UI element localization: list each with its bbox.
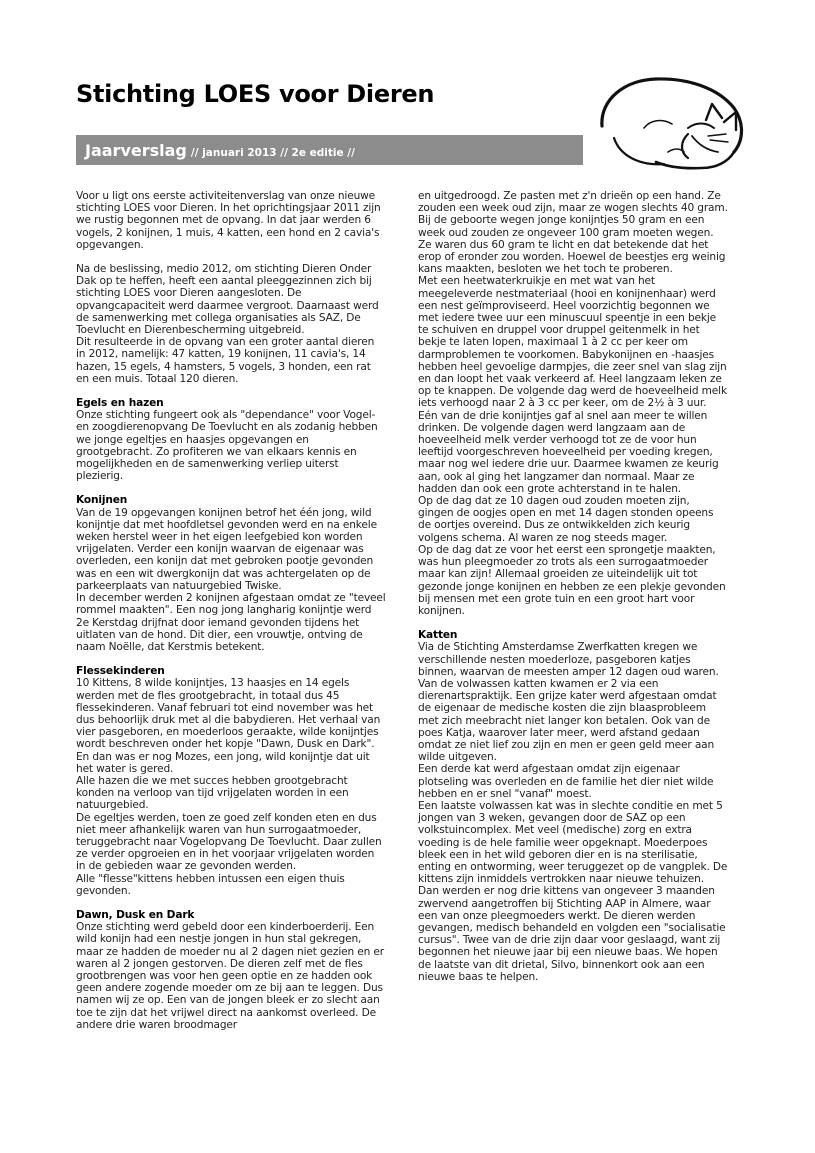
section-heading-egels: Egels en hazen — [76, 397, 164, 410]
section-paragraph: Alle hazen die we met succes hebben grootgebracht konden na verloop van tijd vrijgelaten worden in een natuurgebied. — [76, 774, 349, 812]
section-paragraph: Met een heetwaterkruikje en met wat van het meegeleverde nestmateriaal (hooi en konijnenhaar) werd een nest geïmproviseerd. Heel voorzichtig begonnen we met iedere twee uur een minuscuul speentje in een bekje te schuiven en druppel voor druppel geitenmelk in het bekje te laten lopen, maximaal 1 à 2 cc per keer om darmproblemen te voorkomen. Babykonijnen en -haasjes hebben heel gevoelige darmpjes, die zeer snel van slag zijn en dan loopt het vaak verkeerd af. Heel langzaam leken ze op te knappen. De volgende dag werd de hoeveelheid melk iets verhoogd naar 2 à 3 cc per keer, om de 2½ à 3 uur. Eén van de drie konijntjes gaf al snel aan meer te willen drinken. De volgende dagen werd langzaam aan de hoeveelheid melk verder verhoogd tot ze de voor hun leeftijd voorgeschreven hoeveelheid per voeding kregen, maar nog wel iedere drie uur. Daarmee kwamen ze keurig aan, ook al ging het langzamer dan normaal. Maar ze hadden dan ook een grote achterstand in te halen. — [418, 275, 727, 495]
section-paragraph: Een derde kat werd afgestaan omdat zijn eigenaar plotseling was overleden en de familie het dier niet wilde hebben en er snel "vanaf" moest. — [418, 763, 714, 800]
section-heading-dawn-dusk-dark: Dawn, Dusk en Dark — [76, 908, 195, 921]
section-paragraph: Op de dag dat ze voor het eerst een sprongetje maakten, was hun pleegmoeder zo trots als een surrogaatmoeder maar kan zijn! Allemaal groeiden ze uiteindelijk uit tot gezonde jonge konijnen en hebben ze een plekje gevonden bij mensen met een grote tuin en een groot hart voor konijnen. — [418, 543, 726, 617]
section-paragraph: De egeltjes werden, toen ze goed zelf konden eten en dus niet meer afhankelijk waren van hun surrogaatmoeder, teruggebracht naar Vogelopvang De Toevlucht. Daar zullen ze verder opgroeien en in het voorjaar vrijgelaten worden in de gebieden waar ze gevonden werden. — [76, 811, 382, 873]
intro-paragraph: Na de beslissing, medio 2012, om stichting Dieren Onder Dak op te heffen, heeft een aantal pleeggezinnen zich bij stichting LOES voor Dieren aangesloten. De opvangcapaciteit werd daarmee vergroot. Daarnaast werd de samenwerking met collega organisaties als SAZ, De Toevlucht en Dierenbescherming uitgebreid. — [76, 263, 379, 337]
banner-title: Jaarverslag — [85, 141, 187, 160]
section-paragraph: Onze stichting fungeert ook als "dependance" voor Vogel- en zoogdierenopvang De Toevlucht en als zodanig hebben we jonge egeltjes en haasjes opgevangen en grootgebracht. Zo profiteren we van elkaars kennis en mogelijkheden en de samenwerking verliep uiterst plezierig. — [76, 409, 378, 483]
sleeping-cat-icon — [584, 64, 752, 180]
section-paragraph: Van de volwassen katten kwamen er 2 via een dierenartspraktijk. Een grijze kater werd afgestaan omdat de eigenaar de medische kosten die zijn blaasprobleem met zich meebracht niet langer kon betalen. Ook van de poes Katja, waarover later meer, werd afstand gedaan omdat ze niet lief zou zijn en men er geen geld meer aan wilde uitgeven. — [418, 677, 717, 764]
page-title: Stichting LOES voor Dieren — [76, 80, 435, 108]
section-paragraph: Van de 19 opgevangen konijnen betrof het één jong, wild konijntje dat met hoofdletsel gevonden werd en na enkele weken herstel weer in het eigen leefgebied kon worden vrijgelaten. Verder een konijn waarvan de eigenaar was overleden, een konijn dat met gebroken pootje gevonden was en een wit dwergkonijn dat was achtergelaten op de parkeerplaats van natuurgebied Twiske. — [76, 506, 377, 592]
section-heading-konijnen: Konijnen — [76, 494, 128, 507]
section-paragraph: Dan werden er nog drie kittens van ongeveer 3 maanden zwervend aangetroffen bij Stichting AAP in Almere, waar een van onze pleegmoeders werkt. De dieren werden gevangen, medisch behandeld en volgden een "socialisatie cursus". Twee van de drie zijn daar voor geslaagd, want zij begonnen het nieuwe jaar bij een nieuwe baas. We hopen de laatste van dit drietal, Silvo, binnenkort ook aan een nieuwe baas te helpen. — [418, 885, 726, 983]
banner-edition: // januari 2013 // 2e editie // — [190, 147, 355, 159]
section-paragraph: Via de Stichting Amsterdamse Zwerfkatten kregen we verschillende nesten moederloze, pasgeboren katjes binnen, waarvan de meesten amper 12 dagen oud waren. — [418, 641, 719, 678]
section-heading-flessekinderen: Flessekinderen — [76, 665, 165, 678]
left-column — [76, 190, 386, 1031]
section-paragraph: Op de dag dat ze 10 dagen oud zouden moeten zijn, gingen de oogjes open en met 14 dagen stonden opeens de oortjes overeind. Dus ze ontwikkelden zich keurig volgens schema. Al waren ze nog steeds mager. — [418, 495, 714, 544]
section-heading-katten: Katten — [418, 629, 458, 642]
section-paragraph: Een laatste volwassen kat was in slechte conditie en met 5 jongen van 3 weken, gevangen door de SAZ op een volkstuincomplex. Met veel (medische) zorg en extra voeding is de hele familie weer opgeknapt. Moederpoes bleek een in het wild geboren dier en is na sterilisatie, enting en ontworming, weer teruggezet op de vangplek. De kittens zijn inmiddels vertrokken naar nieuwe tehuizen. — [418, 799, 728, 886]
report-banner — [76, 135, 583, 165]
right-column — [418, 190, 728, 983]
section-paragraph: In december werden 2 konijnen afgestaan omdat ze "teveel rommel maakten". Een nog jong langharig konijntje werd 2e Kerstdag drijfnat door iemand gevonden tijdens het uitlaten van de hond. Dit dier, een vrouwtje, ontving de naam Noëlle, dat Kerstmis betekent. — [76, 592, 386, 653]
section-paragraph: Alle "flesse"kittens hebben intussen een eigen thuis gevonden. — [76, 872, 345, 897]
section-paragraph: 10 Kittens, 8 wilde konijntjes, 13 haasjes en 14 egels werden met de fles grootgebracht, in totaal dus 45 flessekinderen. Vanaf februari tot eind november was het dus behoorlijk druk met al die babydieren. Het verhaal van vier pasgeboren, en moederloos geraakte, wilde konijntjes wordt beschreven onder het kopje "Dawn, Dusk en Dark". En dan was er nog Mozes, een jong, wild konijntje dat uit het water is gered. — [76, 677, 381, 775]
intro-paragraph: Dit resulteerde in de opvang van een groter aantal dieren in 2012, namelijk: 47 katten, 19 konijnen, 11 cavia's, 14 hazen, 15 egels, 4 hamsters, 5 vogels, 3 honden, een rat en een muis. Totaal 120 dieren. — [76, 336, 375, 385]
intro-paragraph: Voor u ligt ons eerste activiteitenverslag van onze nieuwe stichting LOES voor Dieren. In het oprichtingsjaar 2011 zijn we rustig begonnen met de opvang. In dat jaar werden 6 vogels, 2 konijnen, 1 muis, 4 katten, een hond en 2 cavia's opgevangen. — [76, 190, 381, 251]
section-paragraph: en uitgedroogd. Ze pasten met z'n drieën op een hand. Ze zouden een week oud zijn, maar ze wogen slechts 40 gram. Bij de geboorte wegen jonge konijntjes 50 gram en een week oud zouden ze ongeveer 100 gram moeten wegen. Ze waren dus 60 gram te licht en dat betekende dat het erop of eronder zou worden. Hoewel de beestjes erg weinig kans maakten, besloten we het toch te proberen. — [418, 190, 728, 276]
section-paragraph: Onze stichting werd gebeld door een kinderboerderij. Een wild konijn had een nestje jongen in hun stal gekregen, maar ze hadden de moeder nu al 2 dagen niet gezien en er waren al 2 jongen gestorven. De dieren zelf met de fles grootbrengen was voor hen geen optie en ze hadden ook geen andere zogende moeder om ze bij aan te leggen. Dus namen wij ze op. Een van de jongen bleek er zo slecht aan toe te zijn dat het vrijwel direct na aankomst overleed. De andere drie waren broodmager — [76, 921, 384, 1031]
